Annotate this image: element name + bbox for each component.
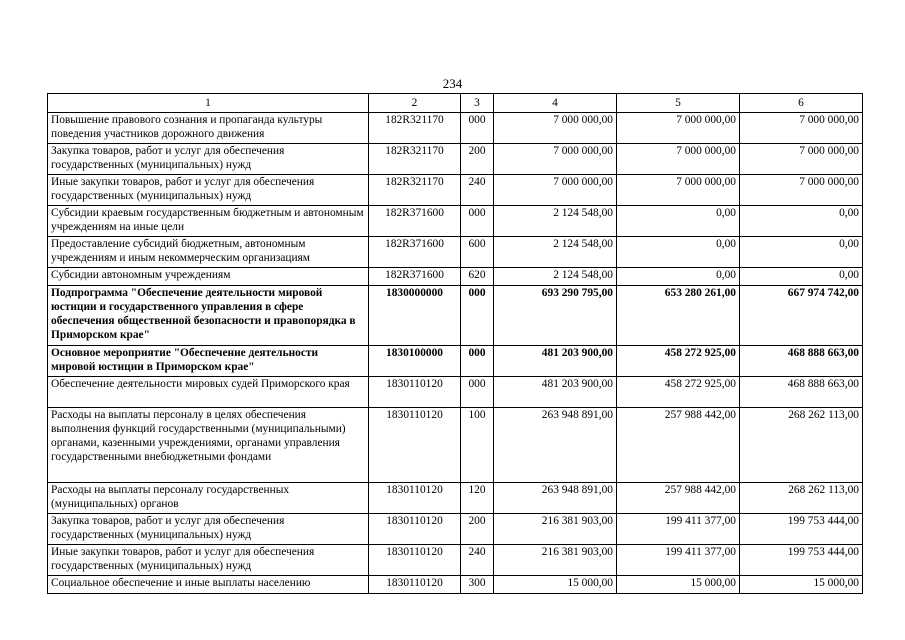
row-code-cell: 182R321170 [369,144,461,175]
row-name-cell: Повышение правового сознания и пропаганда культуры поведения участников дорожного движения [48,113,369,144]
row-name-cell: Иные закупки товаров, работ и услуг для обеспечения государственных (муниципальных) нужд [48,545,369,576]
row-code-cell: 182R321170 [369,175,461,206]
row-value-col5: 653 280 261,00 [617,286,740,346]
row-code-cell: 182R371600 [369,206,461,237]
row-value-col6: 199 753 444,00 [740,545,863,576]
row-value-col5: 0,00 [617,237,740,268]
table-body [48,113,863,594]
table-row [48,408,863,483]
row-value-col4: 7 000 000,00 [494,144,617,175]
row-name-cell: Социальное обеспечение и иные выплаты населению [48,576,369,594]
row-value-col6: 0,00 [740,206,863,237]
row-value-col6: 7 000 000,00 [740,175,863,206]
header-col-2: 2 [369,94,461,113]
row-value-col6: 268 262 113,00 [740,408,863,483]
row-type-cell: 000 [461,206,494,237]
header-col-3: 3 [461,94,494,113]
row-type-cell: 000 [461,286,494,346]
row-code-cell: 182R371600 [369,268,461,286]
header-col-6: 6 [740,94,863,113]
table-row [48,113,863,144]
row-type-cell: 600 [461,237,494,268]
row-code-cell: 182R321170 [369,113,461,144]
row-name-cell: Иные закупки товаров, работ и услуг для обеспечения государственных (муниципальных) нужд [48,175,369,206]
row-value-col5: 0,00 [617,268,740,286]
row-value-col5: 15 000,00 [617,576,740,594]
row-type-cell: 000 [461,346,494,377]
header-col-5: 5 [617,94,740,113]
header-col-4: 4 [494,94,617,113]
row-code-cell: 1830110120 [369,545,461,576]
row-type-cell: 300 [461,576,494,594]
row-value-col6: 15 000,00 [740,576,863,594]
table-row [48,237,863,268]
row-code-cell: 1830110120 [369,408,461,483]
row-type-cell: 100 [461,408,494,483]
row-value-col4: 7 000 000,00 [494,113,617,144]
row-code-cell: 182R371600 [369,237,461,268]
row-value-col6: 667 974 742,00 [740,286,863,346]
row-type-cell: 120 [461,483,494,514]
row-value-col4: 15 000,00 [494,576,617,594]
row-name-cell: Обеспечение деятельности мировых судей Приморского края [48,377,369,408]
row-value-col4: 2 124 548,00 [494,206,617,237]
table-row [48,514,863,545]
row-code-cell: 1830110120 [369,377,461,408]
row-value-col6: 7 000 000,00 [740,113,863,144]
row-code-cell: 1830100000 [369,346,461,377]
row-name-cell: Предоставление субсидий бюджетным, автономным учреждениям и иным некоммерческим организациям [48,237,369,268]
table-row [48,286,863,346]
row-value-col4: 481 203 900,00 [494,377,617,408]
row-value-col5: 257 988 442,00 [617,408,740,483]
row-value-col6: 468 888 663,00 [740,346,863,377]
budget-table [47,93,863,594]
row-name-cell: Расходы на выплаты персоналу в целях обеспечения выполнения функций государственными (муниципальными) органами, казенными учреждениями, органами управления государственными внебюджетными фондами [48,408,369,483]
row-name-cell: Субсидии краевым государственным бюджетным и автономным учреждениям на иные цели [48,206,369,237]
row-code-cell: 1830110120 [369,514,461,545]
row-value-col6: 199 753 444,00 [740,514,863,545]
row-code-cell: 1830000000 [369,286,461,346]
row-name-cell: Подпрограмма "Обеспечение деятельности мировой юстиции и государственного управления в сфере обеспечения общественной безопасности и правопорядка в Приморском крае" [48,286,369,346]
row-value-col6: 468 888 663,00 [740,377,863,408]
row-value-col5: 199 411 377,00 [617,545,740,576]
row-name-cell: Расходы на выплаты персоналу государственных (муниципальных) органов [48,483,369,514]
table-row [48,483,863,514]
row-type-cell: 200 [461,514,494,545]
row-type-cell: 000 [461,377,494,408]
row-value-col4: 2 124 548,00 [494,237,617,268]
row-value-col4: 481 203 900,00 [494,346,617,377]
row-value-col4: 216 381 903,00 [494,545,617,576]
row-value-col4: 216 381 903,00 [494,514,617,545]
row-value-col6: 7 000 000,00 [740,144,863,175]
row-value-col6: 268 262 113,00 [740,483,863,514]
row-type-cell: 000 [461,113,494,144]
table-row [48,175,863,206]
row-value-col4: 7 000 000,00 [494,175,617,206]
row-type-cell: 200 [461,144,494,175]
row-value-col6: 0,00 [740,268,863,286]
row-code-cell: 1830110120 [369,483,461,514]
row-value-col5: 0,00 [617,206,740,237]
row-name-cell: Субсидии автономным учреждениям [48,268,369,286]
table-row [48,144,863,175]
table-row [48,346,863,377]
row-value-col6: 0,00 [740,237,863,268]
row-type-cell: 240 [461,175,494,206]
row-value-col5: 458 272 925,00 [617,377,740,408]
row-type-cell: 240 [461,545,494,576]
row-value-col5: 7 000 000,00 [617,113,740,144]
row-type-cell: 620 [461,268,494,286]
row-value-col5: 7 000 000,00 [617,144,740,175]
row-value-col5: 458 272 925,00 [617,346,740,377]
table-row [48,268,863,286]
header-row [48,94,863,113]
row-name-cell: Закупка товаров, работ и услуг для обеспечения государственных (муниципальных) нужд [48,514,369,545]
table-row [48,545,863,576]
page-number: 234 [442,76,463,91]
header-col-1: 1 [48,94,369,113]
row-name-cell: Закупка товаров, работ и услуг для обеспечения государственных (муниципальных) нужд [48,144,369,175]
table-row [48,206,863,237]
row-value-col5: 7 000 000,00 [617,175,740,206]
table-row [48,576,863,594]
row-value-col4: 263 948 891,00 [494,483,617,514]
row-value-col4: 2 124 548,00 [494,268,617,286]
row-code-cell: 1830110120 [369,576,461,594]
table-row [48,377,863,408]
row-value-col4: 263 948 891,00 [494,408,617,483]
row-value-col5: 257 988 442,00 [617,483,740,514]
row-value-col5: 199 411 377,00 [617,514,740,545]
row-name-cell: Основное мероприятие "Обеспечение деятельности мировой юстиции в Приморском крае" [48,346,369,377]
row-value-col4: 693 290 795,00 [494,286,617,346]
